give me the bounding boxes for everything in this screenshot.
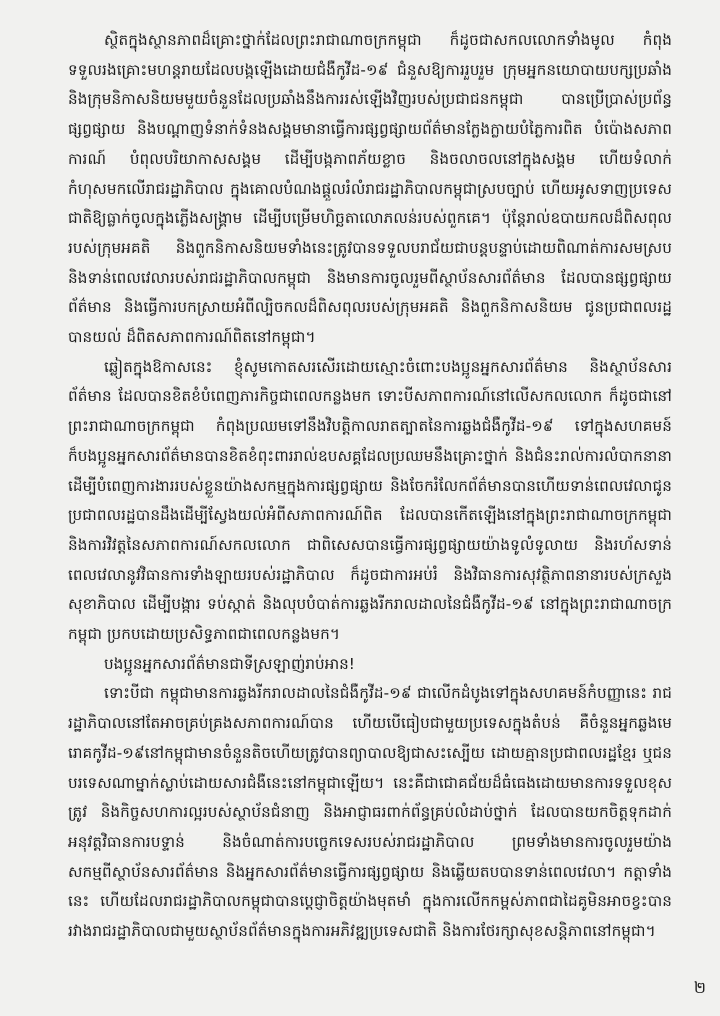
- page-number: ២: [693, 978, 706, 997]
- body-paragraph-2: ឆ្លៀតក្នុងឱកាសនេះ ខ្ញុំសូមកោតសរសើរដោយស្មោះចំពោះបងប្អូនអ្នកសារព័ត៌មាន និងស្ថាប័នសារព័ត៌មាន ដែលបានខិតខំបំពេញភារកិច្ចជាពេលកន្លងមក ទោះបីសភាពការណ៍នៅលើសកលលោក ក៏ដូចជានៅព្រះរាជាណាចក្រកម្ពុជា កំពុងប្រឈមទៅនឹងវិបត្តិកាលរាតត្បាតនៃការឆ្លងជំងឺកូវីដ-១៩ ទៅក្នុងសហគមន៍ ក៏បងប្អូនអ្នកសារព័ត៌មានបានខិតខំពុះពាររាល់ឧបសគ្គដែលប្រឈមនឹងគ្រោះថ្នាក់ និងជំនះរាល់ការលំបាកនានា ដើម្បីបំពេញការងាររបស់ខ្លួនយ៉ាងសកម្មក្នុងការផ្សព្វផ្សាយ និងចែករំលែកព័ត៌មានបានហើយទាន់ពេលវេលាជូនប្រជាពលរដ្ឋបានដឹងដើម្បីស្វែងយល់អំពីសភាពការណ៍ពិត ដែលបានកើតឡើងនៅក្នុងព្រះរាជាណាចក្រកម្ពុជា និងការវិវត្តនៃសភាពការណ៍សកលលោក ជាពិសេសបានធ្វើការផ្សព្វផ្សាយយ៉ាងទូលំទូលាយ និងរហ័សទាន់ពេលវេលានូវវិធានការទាំងឡាយរបស់រដ្ឋាភិបាល ក៏ដូចជាការអប់រំ និងវិធានការសុវត្ថិភាពនានារបស់ក្រសួងសុខាភិបាល ដើម្បីបង្ការ ទប់ស្កាត់ និងលុបបំបាត់ការឆ្លងរីករាលដាលនៃជំងឺកូវីដ-១៩ នៅក្នុងព្រះរាជាណាចក្រកម្ពុជា ប្រកបដោយប្រសិទ្ធភាពជាពេលកន្លងមក។: [68, 357, 672, 644]
- salutation-line: បងប្អូនអ្នកសារព័ត៌មានជាទីស្រឡាញ់រាប់អាន!: [104, 654, 355, 673]
- body-paragraph-3: ទោះបីជា កម្ពុជាមានការឆ្លងរីករាលដាលនៃជំងឺកូវីដ-១៩ ជាលើកដំបូងទៅក្នុងសហគមន៍កំបញ្ញានេះ រាជរដ្ឋាភិបាលនៅតែអាចគ្រប់គ្រងសភាពការណ៍បាន ហើយបើធៀបជាមួយប្រទេសក្នុងតំបន់ គឺចំនួនអ្នកឆ្លងមេរោគកូវីដ-១៩នៅកម្ពុជាមានចំនួនតិចហើយត្រូវបានព្យាបាលឱ្យជាសះស្បើយ ដោយគ្មានប្រជាពលរដ្ឋខ្មែរ ឬជនបរទេសណាម្នាក់ស្លាប់ដោយសារជំងឺនេះនៅកម្ពុជាឡើយ។ នេះគឺជាជោគជ័យដ៏ធំធេងដោយមានការទទួលខុសត្រូវ និងកិច្ចសហការល្អរបស់ស្ថាប័នជំនាញ និងអាជ្ញាធរពាក់ព័ន្ធគ្រប់លំដាប់ថ្នាក់ ដែលបានយកចិត្តទុកដាក់អនុវត្តវិធានការបទ្ទាន់ និងចំណាត់ការបច្ចេកទេសរបស់រាជរដ្ឋាភិបាល ព្រមទាំងមានការចូលរួមយ៉ាងសកម្មពីស្ថាប័នសារព័ត៌មាន និងអ្នកសារព័ត៌មានធ្វើការផ្សព្វផ្សាយ និងឆ្លើយតបបានទាន់ពេលវេលា។ កត្តាទាំងនេះ ហើយដែលរាជរដ្ឋាភិបាលកម្ពុជាបានប្ដេជ្ញាចិត្តយ៉ាងមុតមាំ ក្នុងការលើកកម្ពស់ភាពជាដៃគូមិនអាចខ្វះបានរវាងរាជរដ្ឋាភិបាលជាមួយស្ថាប័នព័ត៌មានក្នុងការអភិវឌ្ឍប្រទេសជាតិ និងការថែរក្សាសុខសន្តិភាពនៅកម្ពុជា។: [68, 684, 672, 941]
- body-paragraph-1: ស្ថិតក្នុងស្ថានភាពដ៏គ្រោះថ្នាក់ដែលព្រះរាជាណាចក្រកម្ពុជា ក៏ដូចជាសកលលោកទាំងមូល កំពុងទទួលរងគ្រោះមហន្តរាយដែលបង្កឡើងដោយជំងឺកូវីដ-១៩ ជំនួសឱ្យការរួបរួម ក្រុមអ្នកនយោបាយបក្សប្រឆាំង និងក្រុមនិកាសនិយមមួយចំនួនដែលប្រឆាំងនឹងការរស់ឡើងវិញរបស់ប្រជាជនកម្ពុជា បានប្រើប្រាស់ប្រព័ន្ធផ្សព្វផ្សាយ និងបណ្ដាញទំនាក់ទំនងសង្គមមានាធ្វើការផ្សព្វផ្សាយព័ត៌មានក្លែងក្លាយបំភ្លៃការពិត បំប៉ោងសភាពការណ៍ បំពុលបរិយាកាសសង្គម ដើម្បីបង្កភាពភ័យខ្លាច និងចលាចលនៅក្នុងសង្គម ហើយទំលាក់កំហុសមកលើរាជរដ្ឋាភិបាល ក្នុងគោលបំណងផ្ដួលរំលំរាជរដ្ឋាភិបាលកម្ពុជាស្របច្បាប់ ហើយអូសទាញប្រទេសជាតិឱ្យធ្លាក់ចូលក្នុងភ្លើងសង្គ្រាម ដើម្បីបម្រើមហិច្ឆតាលោភលន់របស់ពួកគេ។ ប៉ុន្តែរាល់ឧបាយកលដ៏ពិសពុលរបស់ក្រុមអគតិ និងពួកនិកាសនិយមទាំងនេះត្រូវបានទទួលបរាជ័យជាបន្តបន្ទាប់ដោយពិណាត់ការសមស្រប និងទាន់ពេលវេលារបស់រាជរដ្ឋាភិបាលកម្ពុជា និងមានការចូលរួមពីស្ថាប័នសារព័ត៌មាន ដែលបានផ្សព្វផ្សាយព័ត៌មាន និងធ្វើការបកស្រាយអំពីល្បិចកលដ៏ពិសពុលរបស់ក្រុមអគតិ និងពួកនិកាសនិយម ជូនប្រជាពលរដ្ឋបានយល់ ដ៏ពិតសភាពការណ៍ពិតនៅកម្ពុជា។: [68, 31, 672, 347]
